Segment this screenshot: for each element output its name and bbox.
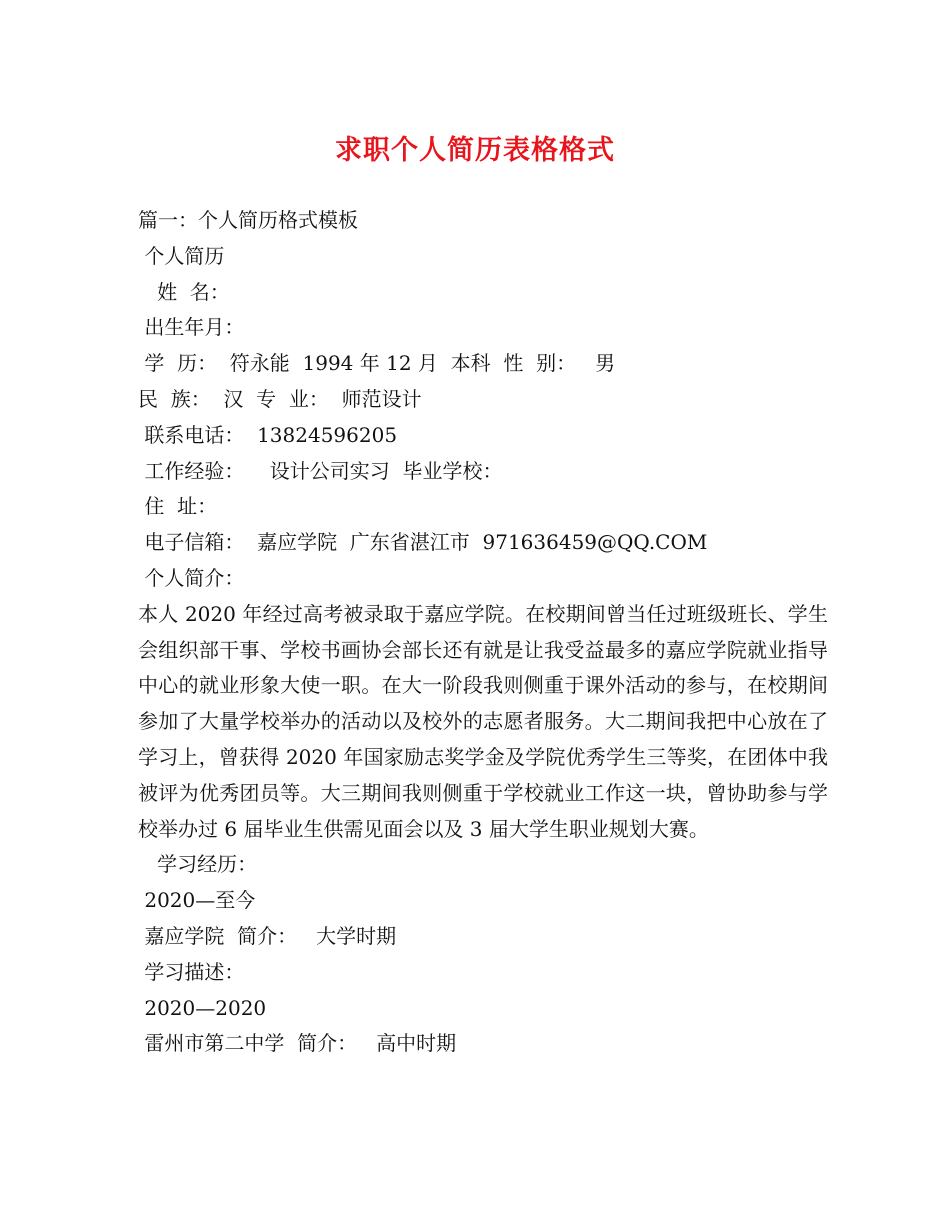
field-experience: 工作经验： 设计公司实习 毕业学校：	[138, 458, 503, 483]
field-email: 电子信箱： 嘉应学院 广东省湛江市 971636459@QQ.COM	[138, 530, 708, 555]
field-phone: 联系电话： 13824596205	[138, 422, 398, 447]
document-body	[138, 203, 828, 1062]
study-period-highschool: 2020—2020	[138, 995, 267, 1020]
intro-heading: 个人简介：	[138, 565, 245, 590]
document-title: 求职个人简历表格格式	[335, 135, 615, 166]
resume-heading: 个人简历	[138, 243, 225, 268]
field-address: 住 址：	[138, 494, 218, 519]
study-period-university: 2020—至今	[138, 888, 256, 913]
section-heading: 篇一：个人简历格式模板	[138, 208, 358, 232]
study-description-heading: 学习描述：	[138, 959, 245, 984]
study-school-university: 嘉应学院 简介： 大学时期	[138, 923, 397, 948]
field-birthdate: 出生年月：	[138, 315, 245, 340]
study-school-highschool: 雷州市第二中学 简介： 高中时期	[138, 1031, 457, 1056]
field-name: 姓 名：	[138, 279, 230, 304]
study-history-heading: 学习经历：	[138, 852, 258, 877]
field-ethnicity: 民 族： 汉 专 业： 师范设计	[138, 386, 422, 411]
field-education: 学 历： 符永能 1994 年 12 月 本科 性 别： 男	[138, 351, 616, 376]
intro-paragraph: 本人 2020 年经过高考被录取于嘉应学院。在校期间曾当任过班级班长、学生会组织部干事、学校书画协会部长还有就是让我受益最多的嘉应学院就业指导中心的就业形象大使一职。在大一阶段我则侧重于课外活动的参与，在校期间参加了大量学校举办的活动以及校外的志愿者服务。大二期间我把中心放在了学习上，曾获得 2020 年国家励志奖学金及学院优秀学生三等奖，在团体中我被评为优秀团员等。大三期间我则侧重于学校就业工作这一块，曾协助参与学校举办过 6 届毕业生供需见面会以及 3 届大学生职业规划大赛。	[138, 601, 828, 841]
